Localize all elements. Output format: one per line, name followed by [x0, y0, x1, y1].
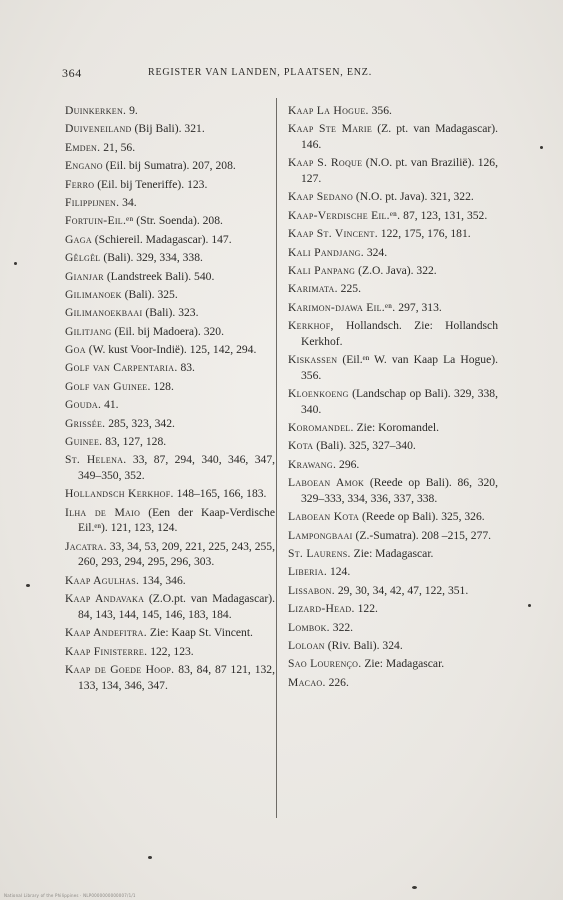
entry-references: 33, 87, 294, 340, 346, 347, 349–350, 352.	[78, 453, 276, 483]
index-column-right	[288, 103, 498, 693]
entry-headword: Kali Panpang	[288, 263, 356, 277]
entry-references: 148–165, 166, 183.	[173, 487, 267, 501]
scan-speck	[528, 604, 531, 607]
entry-references: Zie: Koromandel.	[353, 421, 440, 435]
entry-headword: Kaap-Verdische Eil.ᵉⁿ.	[288, 208, 401, 222]
entry-headword: Koromandel.	[288, 421, 354, 435]
entry-references: 122, 175, 176, 181.	[377, 227, 471, 241]
index-entry	[288, 386, 498, 417]
index-entry	[288, 675, 498, 691]
entry-headword: Sao Lourenço.	[288, 657, 362, 671]
index-entry	[65, 342, 275, 358]
entry-references: Zie: Madagascar.	[350, 546, 434, 560]
index-entry	[65, 452, 275, 483]
column-divider	[276, 98, 277, 818]
entry-references: 285, 323, 342.	[105, 416, 175, 430]
index-entry	[288, 226, 498, 242]
entry-headword: Kaap Andefitra.	[65, 626, 147, 640]
index-entry	[288, 457, 498, 473]
entry-headword: Lissabon.	[288, 583, 335, 597]
entry-headword: Kloenkoeng	[288, 387, 349, 401]
entry-headword: Kaap Finisterre.	[65, 644, 148, 658]
index-entry	[65, 505, 275, 536]
index-entry	[65, 324, 275, 340]
entry-references: 29, 30, 34, 42, 47, 122, 351.	[334, 583, 469, 597]
entry-references: Zie: Madagascar.	[361, 657, 445, 671]
index-entry	[65, 379, 275, 395]
entry-references: (Bali). 323.	[142, 306, 199, 320]
index-entry	[65, 644, 275, 660]
index-entry	[288, 656, 498, 672]
entry-references: 33, 34, 53, 209, 221, 225, 243, 255, 260, 293, 294, 295, 296, 303.	[78, 539, 275, 569]
scan-footer: National Library of the Philippines · NLP0000000000007/1/1	[4, 893, 136, 898]
entry-references: 324.	[363, 245, 388, 259]
entry-references: 41.	[101, 398, 119, 412]
entry-references: (W. kust Voor-Indië). 125, 142, 294.	[85, 343, 257, 357]
entry-references: (Bij Bali). 321.	[131, 122, 205, 136]
entry-references: 356.	[368, 104, 392, 117]
entry-references: 322.	[329, 620, 354, 634]
entry-headword: Engano	[65, 159, 103, 173]
entry-headword: Goa	[65, 343, 86, 357]
index-entry	[288, 103, 498, 119]
entry-headword: Lampongbaai	[288, 528, 353, 542]
entry-headword: Kaap Sedano	[288, 190, 354, 204]
entry-references: 225.	[337, 282, 361, 296]
entry-headword: Ferro	[65, 177, 95, 191]
index-entry	[65, 416, 275, 432]
entry-headword: Kaap de Goede Hoop.	[65, 662, 175, 676]
entry-headword: Kaap S. Roque	[288, 156, 363, 170]
entry-headword: Golf van Carpentaria.	[65, 361, 178, 375]
entry-references: (Eil. bij Sumatra). 207, 208.	[102, 159, 236, 173]
entry-references: 134, 346.	[139, 573, 186, 587]
entry-references: (N.O. pt. van Brazilië). 126, 127.	[301, 156, 498, 185]
entry-headword: Ilha de Maio	[65, 505, 141, 519]
index-entry	[65, 287, 275, 303]
index-entry	[65, 591, 275, 622]
index-entry	[65, 539, 275, 570]
entry-references: (Bali). 325, 327–340.	[313, 439, 416, 453]
index-entry	[288, 263, 498, 279]
entry-references: 122, 123.	[147, 644, 194, 658]
index-entry	[65, 397, 275, 413]
entry-headword: Jacatra.	[65, 539, 107, 553]
entry-headword: Kerkhof,	[288, 319, 334, 333]
page-header	[62, 66, 523, 84]
entry-references: (Bali). 325.	[121, 287, 178, 301]
index-entry	[288, 638, 498, 654]
entry-headword: Karimon-djawa Eil.ᵉⁿ.	[288, 300, 396, 314]
entry-references: (Landstreek Bali). 540.	[103, 269, 215, 283]
entry-references: (Bali). 329, 334, 338.	[100, 251, 203, 265]
index-entry	[288, 438, 498, 454]
entry-headword: Duiveneiland	[65, 122, 132, 136]
index-entry	[65, 140, 275, 156]
entry-references: 124.	[327, 565, 351, 579]
entry-headword: Gilitjang	[65, 324, 112, 338]
entry-references: (N.O. pt. Java). 321, 322.	[353, 190, 474, 204]
entry-references: (Reede op Bali). 325, 326.	[359, 510, 485, 524]
entry-headword: Kaap St. Vincent.	[288, 227, 378, 241]
entry-headword: St. Laurens.	[288, 546, 351, 560]
scan-speck	[540, 146, 543, 149]
index-entry	[65, 662, 275, 693]
entry-headword: Kali Pandjang.	[288, 245, 364, 259]
index-entry	[65, 250, 275, 266]
entry-references: (Z.O.pt. van Madagascar). 84, 143, 144, 145, 146, 183, 184.	[78, 592, 275, 621]
entry-references: (Eil.ᵉⁿ W. van Kaap La Hogue). 356.	[301, 353, 498, 382]
index-entry	[65, 121, 275, 137]
entry-references: 128.	[150, 379, 174, 393]
entry-headword: Lombok.	[288, 620, 330, 634]
entry-headword: Karimata.	[288, 282, 338, 296]
entry-headword: Gilimanoek	[65, 287, 122, 301]
index-entry	[65, 103, 275, 119]
scan-speck	[412, 886, 417, 889]
index-entry	[65, 195, 275, 211]
scan-speck	[14, 262, 17, 265]
entry-headword: Liberia.	[288, 565, 328, 579]
entry-references: 226.	[325, 675, 349, 689]
index-entry	[288, 121, 498, 152]
index-entry	[288, 528, 498, 544]
index-entry	[65, 232, 275, 248]
index-entry	[65, 213, 275, 229]
entry-references: 296.	[336, 457, 360, 471]
entry-references: (Reede op Bali). 86, 320, 329–333, 334, 336, 337, 338.	[301, 476, 498, 505]
index-entry	[288, 601, 498, 617]
entry-references: 87, 123, 131, 352.	[400, 208, 488, 222]
entry-headword: Gaga	[65, 232, 92, 246]
entry-references: Hollandsch. Zie: Hollandsch Kerkhof.	[301, 319, 498, 348]
entry-headword: Filippijnen.	[65, 195, 120, 209]
index-entry	[288, 564, 498, 580]
index-entry	[65, 573, 275, 589]
index-entry	[288, 189, 498, 205]
entry-references: 122.	[354, 602, 378, 616]
entry-headword: Fortuin-Eil.ᵉⁿ	[65, 214, 134, 228]
index-entry	[288, 155, 498, 186]
entry-headword: Kaap Andavaka	[65, 592, 145, 606]
running-head: REGISTER VAN LANDEN, PLAATSEN, ENZ.	[148, 67, 373, 78]
index-entry	[288, 475, 498, 506]
entry-references: (Eil. bij Teneriffe). 123.	[94, 177, 208, 191]
entry-headword: Gouda.	[65, 398, 102, 412]
entry-references: (Riv. Bali). 324.	[324, 638, 403, 652]
entry-headword: Loloan	[288, 638, 325, 652]
entry-headword: Laboean Kota	[288, 510, 360, 524]
entry-headword: Krawang.	[288, 457, 337, 471]
index-entry	[288, 300, 498, 316]
entry-headword: St. Helena.	[65, 453, 127, 467]
entry-headword: Emden.	[65, 140, 101, 154]
index-entry	[65, 360, 275, 376]
index-entry	[288, 245, 498, 261]
entry-references: (Str. Soenda). 208.	[133, 214, 223, 228]
entry-headword: Kiskassen	[288, 353, 338, 367]
entry-headword: Hollandsch Kerkhof.	[65, 487, 174, 501]
entry-references: (Z. pt. van Madagascar). 146.	[301, 122, 498, 151]
index-entry	[65, 486, 275, 502]
index-entry	[65, 158, 275, 174]
entry-references: (Schiereil. Madagascar). 147.	[91, 232, 232, 246]
entry-references: Zie: Kaap St. Vincent.	[146, 626, 253, 640]
entry-references: 83, 84, 87 121, 132, 133, 134, 346, 347.	[78, 662, 275, 692]
entry-headword: Gilimanoekbaai	[65, 306, 143, 320]
entry-references: 297, 313.	[395, 300, 442, 314]
entry-headword: Macao.	[288, 675, 326, 689]
entry-references: 83, 127, 128.	[102, 435, 167, 449]
entry-headword: Kaap Ste Marie	[288, 122, 373, 136]
entry-references: 34.	[119, 195, 137, 209]
entry-references: (Een der Kaap-Verdische Eil.ᵉⁿ). 121, 123, 124.	[78, 505, 276, 535]
index-entry	[288, 620, 498, 636]
entry-headword: Gianjar	[65, 269, 104, 283]
entry-headword: Grissée.	[65, 416, 106, 430]
index-entry	[288, 546, 498, 562]
entry-headword: Duinkerken.	[65, 104, 127, 117]
entry-headword: Kaap La Hogue.	[288, 104, 369, 117]
index-entry	[65, 625, 275, 641]
index-entry	[288, 281, 498, 297]
index-entry	[65, 305, 275, 321]
index-entry	[288, 509, 498, 525]
entry-headword: Guinee.	[65, 435, 103, 449]
index-entry	[288, 583, 498, 599]
entry-references: 9.	[126, 104, 138, 117]
entry-headword: Gêlgêl	[65, 251, 101, 265]
entry-headword: Lizard-Head.	[288, 602, 355, 616]
index-entry	[288, 318, 498, 349]
entry-references: (Z.O. Java). 322.	[355, 263, 437, 277]
entry-headword: Kaap Agulhas.	[65, 573, 140, 587]
entry-references: (Landschap op Bali). 329, 338, 340.	[301, 387, 498, 416]
index-entry	[65, 434, 275, 450]
entry-headword: Laboean Amok	[288, 476, 365, 490]
scan-speck	[26, 584, 30, 587]
entry-headword: Golf van Guinee.	[65, 379, 151, 393]
index-entry	[65, 177, 275, 193]
index-entry	[65, 269, 275, 285]
entry-references: (Eil. bij Madoera). 320.	[111, 324, 224, 338]
index-entry	[288, 420, 498, 436]
entry-references: 83.	[177, 361, 195, 375]
entry-references: 21, 56.	[100, 140, 136, 154]
scan-speck	[148, 856, 152, 859]
entry-references: (Z.-Sumatra). 208 –215, 277.	[352, 528, 492, 542]
index-entry	[288, 352, 498, 383]
entry-headword: Kota	[288, 439, 314, 453]
index-column-left	[65, 103, 275, 696]
page-number: 364	[62, 66, 82, 80]
index-entry	[288, 208, 498, 224]
